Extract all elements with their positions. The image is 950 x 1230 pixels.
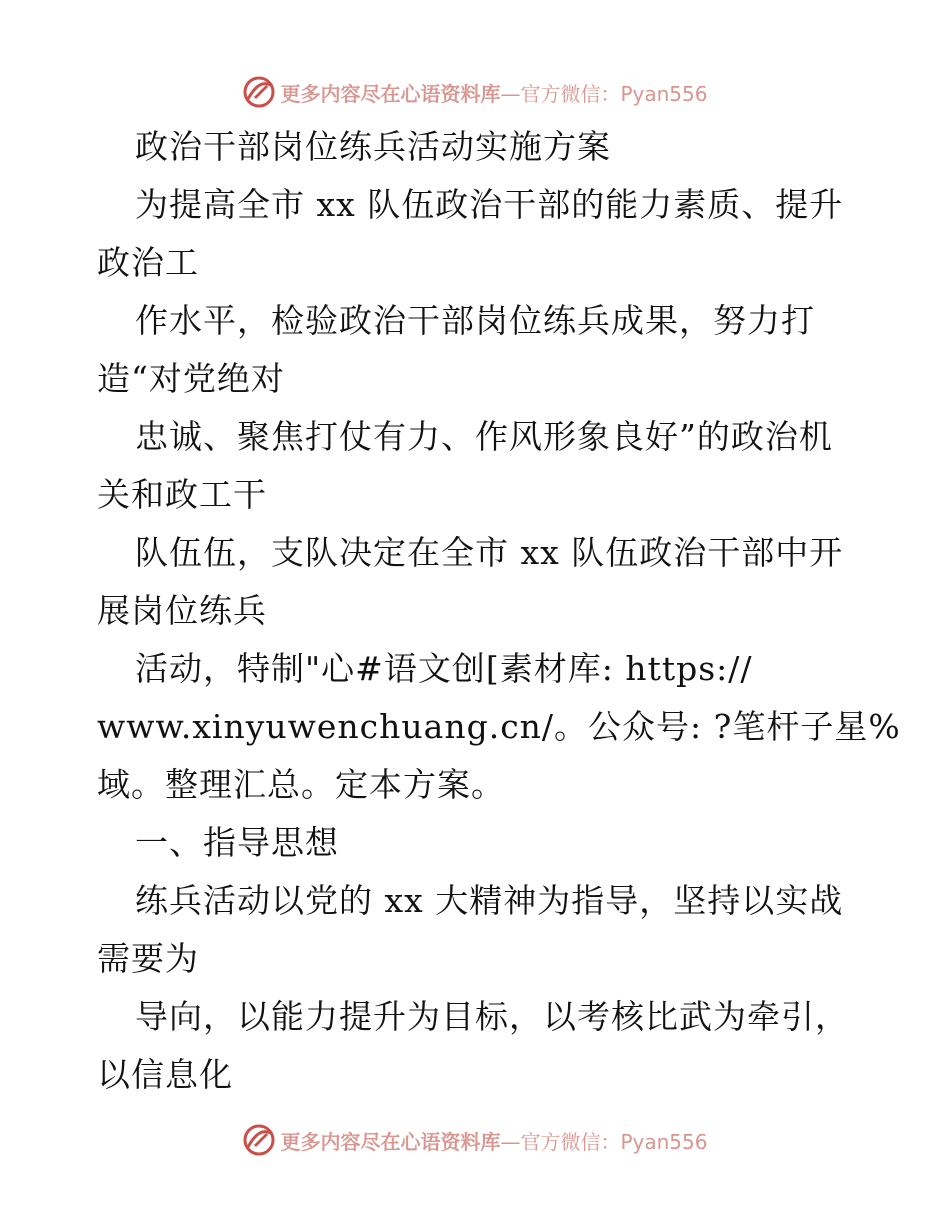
doc-line: 域。整理汇总。定本方案。 (97, 765, 505, 804)
pen-logo-icon (242, 75, 276, 109)
doc-line: 需要为 (97, 939, 199, 978)
doc-line: www.xinyuwenchuang.cn/。公众号: ?笔杆子星% (97, 707, 901, 746)
doc-line: 队伍伍，支队决定在全市 xx 队伍政治干部中开 (135, 533, 844, 572)
watermark-main-text: 更多内容尽在心语资料库 (280, 1129, 501, 1154)
watermark-sub-text: —官方微信：Pyan556 (500, 81, 708, 106)
header-watermark (0, 72, 950, 112)
doc-line: 练兵活动以党的 xx 大精神为指导，坚持以实战 (135, 881, 844, 920)
pen-logo-icon (242, 1123, 276, 1157)
doc-line: 导向，以能力提升为目标，以考核比武为牵引， (135, 997, 849, 1036)
watermark-main-text: 更多内容尽在心语资料库 (280, 81, 501, 106)
doc-line: 忠诚、聚焦打仗有力、作风形象良好”的政治机 (135, 417, 833, 456)
doc-line: 活动，特制"心#语文创[素材库: https:// (135, 649, 753, 688)
section-heading: 一、指导思想 (135, 823, 339, 862)
doc-line: 政治工 (97, 243, 199, 282)
document-body (97, 118, 901, 1104)
doc-line: 以信息化 (97, 1055, 233, 1094)
footer-watermark (0, 1120, 950, 1160)
doc-line: 造“对党绝对 (97, 359, 285, 398)
doc-line: 政治干部岗位练兵活动实施方案 (135, 127, 611, 166)
doc-line: 关和政工干 (97, 475, 267, 514)
watermark-sub-text: —官方微信：Pyan556 (500, 1129, 708, 1154)
doc-line: 作水平，检验政治干部岗位练兵成果，努力打 (135, 301, 815, 340)
doc-line: 展岗位练兵 (97, 591, 267, 630)
doc-line: 为提高全市 xx 队伍政治干部的能力素质、提升 (135, 185, 844, 224)
